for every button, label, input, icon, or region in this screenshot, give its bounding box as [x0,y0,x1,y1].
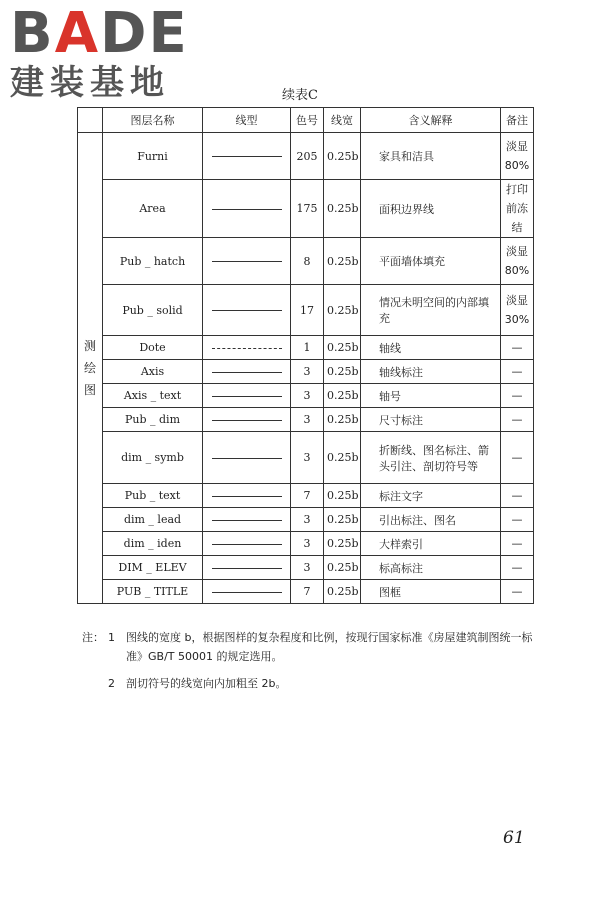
layer-name-cell: DIM _ ELEV [103,556,203,580]
notes [82,628,534,693]
remark-cell: — [501,408,534,432]
line-type-cell [203,432,291,484]
category-char: 测 [83,339,96,353]
line-type-cell [203,508,291,532]
meaning-cell: 图框 [361,580,501,604]
line-type-cell [203,384,291,408]
header-remark: 备注 [501,108,534,133]
category-char: 绘 [83,361,96,375]
table-row [78,180,534,238]
table-row [78,408,534,432]
category-cell [78,133,103,604]
table-row [78,532,534,556]
meaning-cell: 情况未明空间的内部填充 [361,285,501,336]
line-type-cell [203,336,291,360]
color-number-cell: 7 [291,580,324,604]
color-number-cell: 17 [291,285,324,336]
remark-cell: — [501,532,534,556]
solid-line-sample [212,458,282,459]
line-type-cell [203,180,291,238]
header-category [78,108,103,133]
remark-cell: 淡显80% [501,133,534,180]
meaning-cell: 面积边界线 [361,180,501,238]
line-width-cell: 0.25b [324,133,361,180]
meaning-cell: 轴号 [361,384,501,408]
table-row [78,556,534,580]
note-2 [94,674,534,693]
layer-name-cell: dim _ lead [103,508,203,532]
line-type-cell [203,285,291,336]
meaning-cell: 大样索引 [361,532,501,556]
header-color-number: 色号 [291,108,324,133]
color-number-cell: 3 [291,432,324,484]
remark-cell: — [501,484,534,508]
solid-line-sample [212,420,282,421]
remark-cell: — [501,336,534,360]
color-number-cell: 7 [291,484,324,508]
note-text: 图线的宽度 b，根据图样的复杂程度和比例，按现行国家标准《房屋建筑制图统一标准》GB/T 50001 的规定选用。 [126,631,533,663]
solid-line-sample [212,261,282,262]
solid-line-sample [212,544,282,545]
solid-line-sample [212,496,282,497]
note-number: 1 [108,631,115,644]
note-number: 2 [108,677,115,690]
line-type-cell [203,360,291,384]
page-number: 61 [503,828,525,848]
line-type-cell [203,580,291,604]
layer-name-cell: Pub _ hatch [103,238,203,285]
solid-line-sample [212,396,282,397]
header-line-width: 线宽 [324,108,361,133]
layer-table [77,107,534,604]
table-caption: 续表C [282,88,318,103]
logo-letters-de: DE [100,1,189,66]
line-type-cell [203,532,291,556]
color-number-cell: 1 [291,336,324,360]
layer-name-cell: Area [103,180,203,238]
color-number-cell: 3 [291,556,324,580]
layer-name-cell: PUB _ TITLE [103,580,203,604]
logo-letter-a: A [54,1,101,66]
meaning-cell: 平面墙体填充 [361,238,501,285]
meaning-cell: 家具和洁具 [361,133,501,180]
remark-cell: 打印前冻结 [501,180,534,238]
table-row [78,384,534,408]
line-width-cell: 0.25b [324,580,361,604]
layer-name-cell: Axis _ text [103,384,203,408]
table-row [78,238,534,285]
line-width-cell: 0.25b [324,180,361,238]
table-row [78,508,534,532]
layer-name-cell: Pub _ text [103,484,203,508]
color-number-cell: 205 [291,133,324,180]
line-type-cell [203,408,291,432]
solid-line-sample [212,310,282,311]
color-number-cell: 175 [291,180,324,238]
table-row [78,580,534,604]
line-width-cell: 0.25b [324,484,361,508]
header-layer-name: 图层名称 [103,108,203,133]
meaning-cell: 尺寸标注 [361,408,501,432]
solid-line-sample [212,209,282,210]
line-width-cell: 0.25b [324,238,361,285]
meaning-cell: 轴线标注 [361,360,501,384]
category-char: 图 [83,383,96,397]
remark-cell: 淡显80% [501,238,534,285]
line-width-cell: 0.25b [324,336,361,360]
remark-cell: — [501,556,534,580]
solid-line-sample [212,156,282,157]
table-row [78,336,534,360]
line-width-cell: 0.25b [324,556,361,580]
color-number-cell: 3 [291,532,324,556]
layer-name-cell: Dote [103,336,203,360]
solid-line-sample [212,372,282,373]
dashed-line-sample [212,348,282,349]
line-width-cell: 0.25b [324,285,361,336]
header-meaning: 含义解释 [361,108,501,133]
line-width-cell: 0.25b [324,508,361,532]
logo-wordmark [10,1,189,66]
layer-name-cell: Pub _ dim [103,408,203,432]
layer-name-cell: dim _ symb [103,432,203,484]
layer-name-cell: Furni [103,133,203,180]
line-width-cell: 0.25b [324,532,361,556]
table-row [78,285,534,336]
layer-name-cell: Axis [103,360,203,384]
remark-cell: — [501,360,534,384]
layer-name-cell: dim _ iden [103,532,203,556]
line-type-cell [203,484,291,508]
notes-lead: 注： [82,631,104,644]
color-number-cell: 3 [291,384,324,408]
remark-cell: — [501,432,534,484]
color-number-cell: 3 [291,360,324,384]
remark-cell: — [501,508,534,532]
line-type-cell [203,133,291,180]
color-number-cell: 8 [291,238,324,285]
remark-cell: — [501,384,534,408]
table-row [78,133,534,180]
meaning-cell: 轴线 [361,336,501,360]
solid-line-sample [212,520,282,521]
line-width-cell: 0.25b [324,384,361,408]
solid-line-sample [212,568,282,569]
meaning-cell: 引出标注、图名 [361,508,501,532]
line-width-cell: 0.25b [324,360,361,384]
remark-cell: — [501,580,534,604]
note-1 [82,628,534,666]
line-type-cell [203,556,291,580]
line-width-cell: 0.25b [324,432,361,484]
color-number-cell: 3 [291,508,324,532]
layer-name-cell: Pub _ solid [103,285,203,336]
line-width-cell: 0.25b [324,408,361,432]
logo-letter-b: B [10,1,55,66]
logo-subtitle: 建装基地 [10,63,170,103]
note-text: 剖切符号的线宽向内加粗至 2b。 [126,677,287,690]
header-line-type: 线型 [203,108,291,133]
remark-cell: 淡显30% [501,285,534,336]
table-header-row [78,108,534,133]
meaning-cell: 标高标注 [361,556,501,580]
meaning-cell: 折断线、图名标注、箭头引注、剖切符号等 [361,432,501,484]
table-row [78,484,534,508]
table-row [78,432,534,484]
solid-line-sample [212,592,282,593]
meaning-cell: 标注文字 [361,484,501,508]
color-number-cell: 3 [291,408,324,432]
table-row [78,360,534,384]
line-type-cell [203,238,291,285]
